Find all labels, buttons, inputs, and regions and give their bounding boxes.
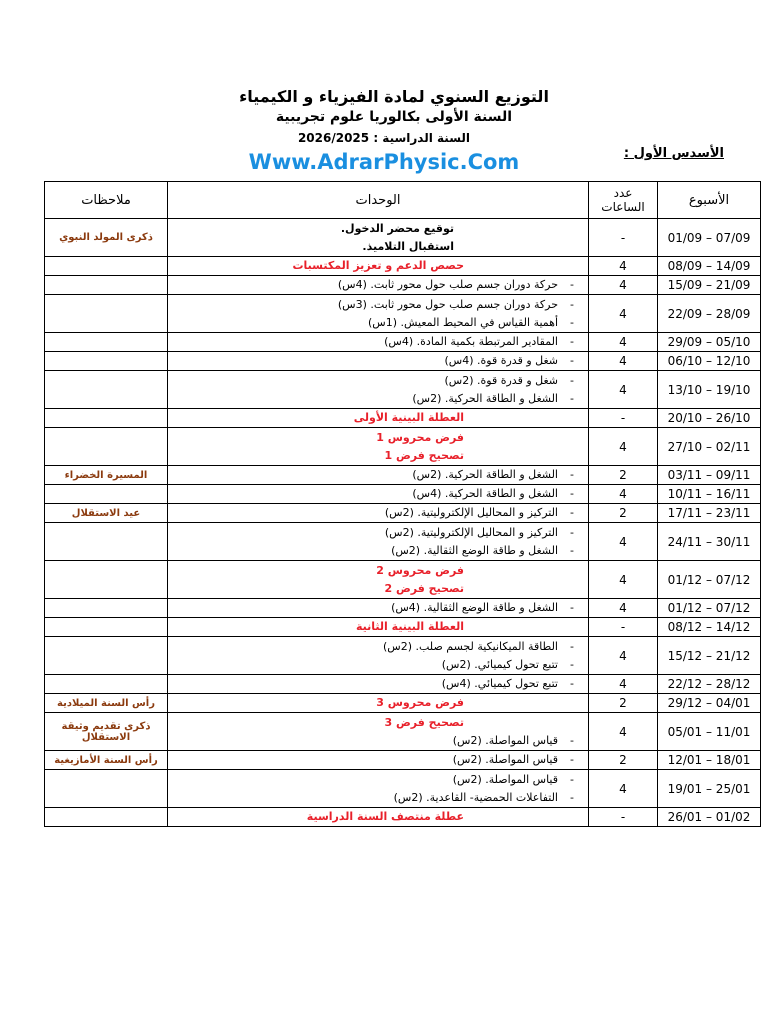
- hours-cell: 4: [589, 561, 658, 599]
- week-cell: 29/09 – 05/10: [658, 333, 761, 352]
- unit-text: الشغل و الطاقة الحركية. (2س): [412, 468, 558, 481]
- unit-text: الشغل و طاقة الوضع الثقالية. (4س): [391, 601, 558, 614]
- note-cell: المسيرة الخضراء: [45, 466, 168, 485]
- units-cell: [168, 466, 589, 485]
- hours-cell: 4: [589, 713, 658, 751]
- units-cell: [168, 599, 589, 618]
- table-row: [45, 504, 761, 523]
- unit-text: قياس المواصلة. (2س): [452, 753, 558, 766]
- week-cell: 22/09 – 28/09: [658, 295, 761, 333]
- units-cell: [168, 713, 589, 751]
- unit-text: استقبال التلاميذ.: [362, 239, 454, 253]
- unit-line: [172, 372, 584, 390]
- unit-text: العطلة البينية الثانية: [356, 620, 464, 633]
- note-cell: [45, 523, 168, 561]
- units-cell: [168, 618, 589, 637]
- unit-text: فرض محروس 2: [376, 563, 464, 577]
- unit-line: [172, 656, 584, 674]
- unit-text: تصحيح فرض 3: [384, 715, 464, 729]
- note-cell: [45, 599, 168, 618]
- unit-text: حصص الدعم و تعزيز المكتسبات: [292, 259, 464, 272]
- bullet-dash: -: [570, 677, 574, 690]
- unit-line: [172, 257, 584, 275]
- week-cell: 06/10 – 12/10: [658, 352, 761, 371]
- table-row: [45, 295, 761, 333]
- document-title: التوزيع السنوي لمادة الفيزياء و الكيمياء: [239, 87, 549, 106]
- table-row: [45, 276, 761, 295]
- bullet-dash: -: [570, 772, 574, 786]
- units-cell: [168, 219, 589, 257]
- units-cell: [168, 276, 589, 295]
- week-cell: 01/12 – 07/12: [658, 599, 761, 618]
- week-cell: 19/01 – 25/01: [658, 770, 761, 808]
- bullet-dash: -: [570, 278, 574, 291]
- unit-line: [172, 732, 584, 750]
- unit-text: تتبع تحول كيميائي. (2س): [441, 657, 558, 671]
- week-cell: 29/12 – 04/01: [658, 694, 761, 713]
- week-cell: 24/11 – 30/11: [658, 523, 761, 561]
- hours-cell: 4: [589, 371, 658, 409]
- bullet-dash: -: [570, 297, 574, 311]
- units-cell: [168, 295, 589, 333]
- bullet-dash: -: [570, 790, 574, 804]
- unit-line: [172, 580, 584, 598]
- unit-line: [172, 485, 584, 503]
- hours-cell: 4: [589, 428, 658, 466]
- unit-text: التفاعلات الحمضية- القاعدية. (2س): [393, 790, 558, 804]
- unit-line: [172, 409, 584, 427]
- units-cell: [168, 751, 589, 770]
- week-cell: 27/10 – 02/11: [658, 428, 761, 466]
- units-cell: [168, 637, 589, 675]
- units-cell: [168, 694, 589, 713]
- unit-text: الشغل و الطاقة الحركية. (2س): [412, 391, 558, 405]
- table-row: [45, 428, 761, 466]
- week-cell: 26/01 – 01/02: [658, 808, 761, 827]
- unit-text: تصحيح فرض 2: [384, 581, 464, 595]
- hours-cell: 4: [589, 257, 658, 276]
- unit-text: شغل و قدرة قوة. (2س): [444, 373, 558, 387]
- unit-line: [172, 220, 584, 238]
- unit-text: تتبع تحول كيميائي. (4س): [441, 677, 558, 690]
- note-cell: عيد الاستقلال: [45, 504, 168, 523]
- note-cell: [45, 561, 168, 599]
- note-cell: [45, 637, 168, 675]
- unit-line: [172, 771, 584, 789]
- unit-line: [172, 714, 584, 732]
- note-cell: ذكرى تقديم وثيقة الاستقلال: [45, 713, 168, 751]
- unit-text: التركيز و المحاليل الإلكتروليتية. (2س): [384, 506, 558, 519]
- units-cell: [168, 352, 589, 371]
- unit-text: شغل و قدرة قوة. (4س): [444, 354, 558, 367]
- week-cell: 22/12 – 28/12: [658, 675, 761, 694]
- bullet-dash: -: [570, 525, 574, 539]
- units-cell: [168, 257, 589, 276]
- document-level: السنة الأولى بكالوريا علوم تجريبية: [275, 109, 513, 125]
- table-row: [45, 352, 761, 371]
- table-body: [45, 219, 761, 827]
- table-row: [45, 675, 761, 694]
- table-row: [45, 713, 761, 751]
- table-row: [45, 770, 761, 808]
- bullet-dash: -: [570, 391, 574, 405]
- hours-cell: 4: [589, 675, 658, 694]
- unit-text: حركة دوران جسم صلب حول محور ثابت. (3س): [337, 297, 558, 311]
- unit-line: [172, 542, 584, 560]
- bullet-dash: -: [570, 639, 574, 653]
- note-cell: [45, 352, 168, 371]
- website-link[interactable]: Www.AdrarPhysic.Com: [248, 150, 520, 174]
- bullet-dash: -: [570, 487, 574, 500]
- unit-line: [172, 599, 584, 617]
- unit-line: [172, 296, 584, 314]
- unit-text: الشغل و طاقة الوضع الثقالية. (2س): [391, 543, 558, 557]
- week-cell: 08/12 – 14/12: [658, 618, 761, 637]
- note-cell: [45, 770, 168, 808]
- bullet-dash: -: [570, 354, 574, 367]
- week-cell: 10/11 – 16/11: [658, 485, 761, 504]
- unit-line: [172, 390, 584, 408]
- table-row: [45, 808, 761, 827]
- week-cell: 03/11 – 09/11: [658, 466, 761, 485]
- unit-line: [172, 447, 584, 465]
- hours-cell: 2: [589, 694, 658, 713]
- unit-text: العطلة البينية الأولى: [353, 411, 464, 424]
- hours-cell: -: [589, 219, 658, 257]
- note-cell: [45, 808, 168, 827]
- bullet-dash: -: [570, 753, 574, 766]
- note-cell: [45, 371, 168, 409]
- unit-text: قياس المواصلة. (2س): [452, 733, 558, 747]
- unit-line: [172, 429, 584, 447]
- units-cell: [168, 808, 589, 827]
- table-row: [45, 409, 761, 428]
- week-cell: 13/10 – 19/10: [658, 371, 761, 409]
- table-row: [45, 694, 761, 713]
- unit-line: [172, 638, 584, 656]
- school-year: السنة الدراسية : 2026/2025: [297, 131, 471, 145]
- note-cell: [45, 276, 168, 295]
- week-cell: 12/01 – 18/01: [658, 751, 761, 770]
- hours-cell: 4: [589, 770, 658, 808]
- note-cell: [45, 618, 168, 637]
- hours-cell: 2: [589, 751, 658, 770]
- units-cell: [168, 770, 589, 808]
- note-cell: رأس السنة الأمازيغية: [45, 751, 168, 770]
- unit-text: التركيز و المحاليل الإلكتروليتية. (2س): [384, 525, 558, 539]
- note-cell: ذكرى المولد النبوي: [45, 219, 168, 257]
- bullet-dash: -: [570, 543, 574, 557]
- hours-cell: 4: [589, 485, 658, 504]
- table-row: [45, 371, 761, 409]
- table-row: [45, 219, 761, 257]
- table-row: [45, 599, 761, 618]
- unit-line: [172, 675, 584, 693]
- hours-cell: 4: [589, 276, 658, 295]
- hours-cell: 4: [589, 295, 658, 333]
- unit-text: توقيع محضر الدخول.: [340, 221, 454, 235]
- units-cell: [168, 409, 589, 428]
- note-cell: [45, 428, 168, 466]
- unit-text: الشغل و الطاقة الحركية. (4س): [412, 487, 558, 500]
- bullet-dash: -: [570, 733, 574, 747]
- distribution-table: [44, 181, 761, 827]
- unit-text: فرض محروس 3: [376, 696, 464, 709]
- unit-line: [172, 789, 584, 807]
- table-row: [45, 333, 761, 352]
- week-cell: 08/09 – 14/09: [658, 257, 761, 276]
- hours-cell: -: [589, 808, 658, 827]
- col-hours-header: عدد الساعات: [589, 182, 658, 219]
- table-row: [45, 618, 761, 637]
- bullet-dash: -: [570, 468, 574, 481]
- note-cell: [45, 333, 168, 352]
- table-row: [45, 561, 761, 599]
- note-cell: [45, 409, 168, 428]
- hours-cell: -: [589, 618, 658, 637]
- week-cell: 01/09 – 07/09: [658, 219, 761, 257]
- unit-text: تصحيح فرض 1: [384, 448, 464, 462]
- unit-line: [172, 694, 584, 712]
- hours-cell: 2: [589, 504, 658, 523]
- hours-cell: 4: [589, 523, 658, 561]
- hours-cell: -: [589, 409, 658, 428]
- unit-line: [172, 751, 584, 769]
- bullet-dash: -: [570, 373, 574, 387]
- unit-line: [172, 276, 584, 294]
- hours-cell: 2: [589, 466, 658, 485]
- unit-line: [172, 466, 584, 484]
- units-cell: [168, 675, 589, 694]
- week-cell: 15/12 – 21/12: [658, 637, 761, 675]
- semester-label: الأسدس الأول :: [623, 146, 724, 161]
- unit-line: [172, 562, 584, 580]
- unit-text: قياس المواصلة. (2س): [452, 772, 558, 786]
- week-cell: 20/10 – 26/10: [658, 409, 761, 428]
- bullet-dash: -: [570, 506, 574, 519]
- units-cell: [168, 428, 589, 466]
- col-units-header: الوحدات: [168, 182, 589, 219]
- week-cell: 17/11 – 23/11: [658, 504, 761, 523]
- units-cell: [168, 371, 589, 409]
- table-row: [45, 637, 761, 675]
- bullet-dash: -: [570, 601, 574, 614]
- table-row: [45, 523, 761, 561]
- unit-line: [172, 808, 584, 826]
- note-cell: [45, 485, 168, 504]
- table-row: [45, 485, 761, 504]
- unit-text: عطلة منتصف السنة الدراسية: [306, 810, 464, 823]
- note-cell: [45, 257, 168, 276]
- unit-line: [172, 314, 584, 332]
- hours-cell: 4: [589, 352, 658, 371]
- table-row: [45, 466, 761, 485]
- week-cell: 05/01 – 11/01: [658, 713, 761, 751]
- table-row: [45, 751, 761, 770]
- units-cell: [168, 561, 589, 599]
- table-header-row: [45, 182, 761, 219]
- hours-cell: 4: [589, 599, 658, 618]
- week-cell: 01/12 – 07/12: [658, 561, 761, 599]
- col-week-header: الأسبوع: [658, 182, 761, 219]
- unit-text: حركة دوران جسم صلب حول محور ثابت. (4س): [337, 278, 558, 291]
- hours-cell: 4: [589, 333, 658, 352]
- unit-line: [172, 524, 584, 542]
- note-cell: [45, 675, 168, 694]
- units-cell: [168, 485, 589, 504]
- unit-line: [172, 238, 584, 256]
- week-cell: 15/09 – 21/09: [658, 276, 761, 295]
- hours-cell: 4: [589, 637, 658, 675]
- note-cell: [45, 295, 168, 333]
- units-cell: [168, 523, 589, 561]
- bullet-dash: -: [570, 657, 574, 671]
- unit-line: [172, 504, 584, 522]
- table-row: [45, 257, 761, 276]
- units-cell: [168, 504, 589, 523]
- unit-text: الطاقة الميكانيكية لجسم صلب. (2س): [382, 639, 558, 653]
- unit-line: [172, 618, 584, 636]
- note-cell: رأس السنة الميلادية: [45, 694, 168, 713]
- unit-line: [172, 333, 584, 351]
- bullet-dash: -: [570, 315, 574, 329]
- unit-line: [172, 352, 584, 370]
- unit-text: فرض محروس 1: [376, 430, 464, 444]
- units-cell: [168, 333, 589, 352]
- unit-text: المقادير المرتبطة بكمية المادة. (4س): [384, 335, 558, 348]
- unit-text: أهمية القياس في المحيط المعيش. (1س): [368, 315, 558, 329]
- col-notes-header: ملاحظات: [45, 182, 168, 219]
- bullet-dash: -: [570, 335, 574, 348]
